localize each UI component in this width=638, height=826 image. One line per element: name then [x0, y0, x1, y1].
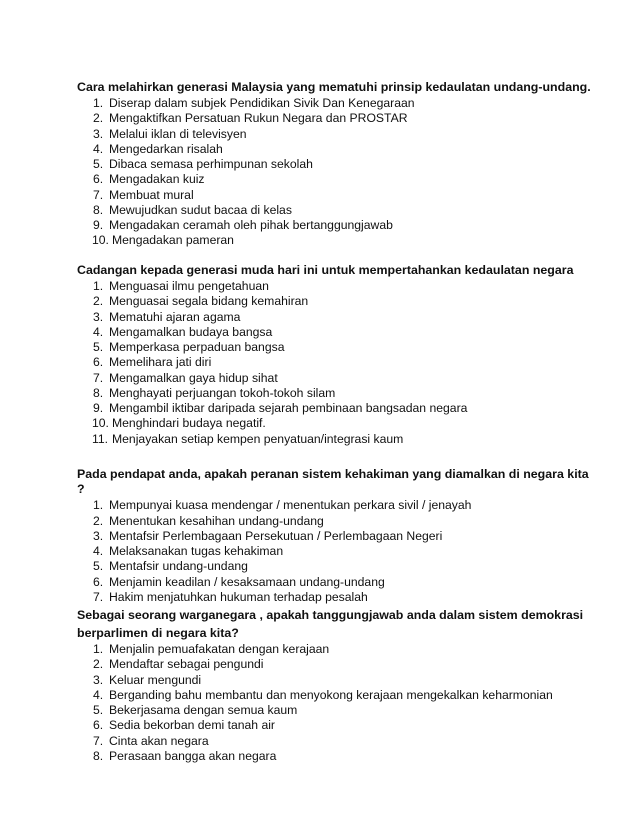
numbered-list — [77, 642, 597, 764]
item-text: Menghindari budaya negatif. — [112, 416, 266, 431]
list-item — [77, 127, 597, 142]
list-item — [77, 310, 597, 325]
item-text: Perasaan bangga akan negara — [109, 748, 277, 763]
item-number: 7. — [93, 370, 104, 385]
list-item — [77, 575, 597, 590]
item-text: Menguasai segala bidang kemahiran — [109, 294, 309, 309]
list-item — [77, 188, 597, 203]
list-item — [77, 172, 597, 187]
section-heading: Cadangan kepada generasi muda hari ini untuk mempertahankan kedaulatan negara — [77, 263, 574, 277]
list-item — [77, 718, 597, 733]
list-item — [77, 294, 597, 309]
item-number: 7. — [93, 733, 104, 748]
item-number: 3. — [93, 528, 104, 543]
item-number: 6. — [93, 355, 104, 370]
item-text: Mematuhi ajaran agama — [109, 309, 241, 324]
list-item — [77, 749, 597, 764]
list-item — [77, 529, 597, 544]
list-item — [77, 96, 597, 111]
list-item — [77, 590, 597, 605]
list-item — [77, 203, 597, 218]
item-number: 1. — [93, 498, 104, 513]
item-text: Mengambil iktibar daripada sejarah pembinaan bangsadan negara — [109, 401, 468, 416]
item-text: Mengadakan ceramah oleh pihak bertanggungjawab — [109, 218, 393, 233]
item-number: 9. — [93, 218, 104, 233]
item-text: Menjamin keadilan / kesaksamaan undang-undang — [109, 574, 385, 589]
list-item — [77, 432, 597, 447]
list-item — [77, 544, 597, 559]
item-number: 5. — [93, 340, 104, 355]
item-text: Menghayati perjuangan tokoh-tokoh silam — [109, 385, 336, 400]
item-number: 4. — [93, 544, 104, 559]
item-text: Mengamalkan gaya hidup sihat — [109, 370, 278, 385]
item-number: 8. — [93, 385, 104, 400]
list-item — [77, 371, 597, 386]
item-text: Memperkasa perpaduan bangsa — [109, 340, 285, 355]
item-text: Mempunyai kuasa mendengar / menentukan perkara sivil / jenayah — [109, 498, 472, 513]
list-item — [77, 642, 597, 657]
list-item — [77, 688, 597, 703]
list-item — [77, 514, 597, 529]
item-text: Memelihara jati diri — [109, 355, 212, 370]
item-text: Mewujudkan sudut bacaa di kelas — [109, 202, 292, 217]
list-item — [77, 142, 597, 157]
item-text: Dibaca semasa perhimpunan sekolah — [109, 157, 313, 172]
item-text: Membuat mural — [109, 187, 194, 202]
item-text: Mengadakan pameran — [112, 233, 234, 248]
item-text: Menentukan kesahihan undang-undang — [109, 513, 324, 528]
section-2 — [77, 263, 597, 447]
item-number: 4. — [93, 141, 104, 156]
list-item — [77, 340, 597, 355]
list-item — [77, 703, 597, 718]
list-item — [77, 559, 597, 574]
item-number: 1. — [93, 642, 104, 656]
item-number: 5. — [93, 157, 104, 172]
item-number: 2. — [93, 111, 104, 126]
item-text: Berganding bahu membantu dan menyokong kerajaan mengekalkan keharmonian — [109, 687, 553, 702]
list-item — [77, 386, 597, 401]
item-number: 8. — [93, 202, 104, 217]
list-item — [77, 355, 597, 370]
item-text: Hakim menjatuhkan hukuman terhadap pesalah — [109, 589, 368, 604]
item-number: 11. — [92, 431, 109, 446]
item-number: 3. — [93, 126, 104, 141]
item-text: Melaksanakan tugas kehakiman — [109, 544, 284, 559]
section-3 — [77, 467, 597, 605]
section-1 — [77, 80, 597, 249]
list-item — [77, 279, 597, 294]
item-number: 7. — [93, 589, 104, 604]
item-number: 10. — [92, 416, 109, 431]
item-number: 4. — [93, 687, 104, 702]
item-text: Menjalin pemuafakatan dengan kerajaan — [109, 642, 330, 656]
item-number: 4. — [93, 324, 104, 339]
item-text: Menguasai ilmu pengetahuan — [109, 279, 269, 294]
item-number: 10. — [92, 233, 109, 248]
list-item — [77, 657, 597, 672]
item-text: Bekerjasama dengan semua kaum — [109, 703, 298, 717]
item-text: Mengedarkan risalah — [109, 141, 223, 156]
item-text: Menjayakan setiap kempen penyatuan/integrasi kaum — [112, 431, 404, 446]
item-number: 6. — [93, 172, 104, 187]
list-item — [77, 734, 597, 749]
item-text: Mendaftar sebagai pengundi — [109, 657, 264, 672]
item-number: 6. — [93, 574, 104, 589]
item-text: Sedia bekorban demi tanah air — [109, 718, 275, 733]
list-item — [77, 416, 597, 431]
numbered-list — [77, 279, 597, 447]
item-text: Mentafsir Perlembagaan Persekutuan / Perlembagaan Negeri — [109, 528, 443, 543]
item-text: Melalui iklan di televisyen — [109, 126, 247, 141]
item-text: Cinta akan negara — [109, 733, 209, 748]
list-item — [77, 325, 597, 340]
section-4 — [77, 606, 597, 764]
section-heading: Sebagai seorang warganegara , apakah tanggungjawab anda dalam sistem demokrasi berparlimen di negara kita? — [77, 608, 584, 640]
item-number: 5. — [93, 559, 104, 574]
numbered-list — [77, 498, 597, 605]
item-text: Mengadakan kuiz — [109, 172, 205, 187]
list-item — [77, 157, 597, 172]
item-number: 8. — [93, 748, 104, 763]
item-number: 2. — [93, 657, 104, 672]
item-number: 1. — [93, 96, 104, 111]
item-text: Keluar mengundi — [109, 672, 202, 687]
item-number: 6. — [93, 718, 104, 733]
numbered-list — [77, 96, 597, 249]
item-number: 3. — [93, 672, 104, 687]
list-item — [77, 498, 597, 513]
list-item — [77, 401, 597, 416]
list-item — [77, 218, 597, 233]
list-item — [77, 673, 597, 688]
section-heading: Cara melahirkan generasi Malaysia yang mematuhi prinsip kedaulatan undang-undang. — [77, 80, 591, 94]
item-text: Mentafsir undang-undang — [109, 559, 248, 574]
item-number: 1. — [93, 279, 104, 294]
item-number: 3. — [93, 309, 104, 324]
list-item — [77, 233, 597, 248]
section-heading: Pada pendapat anda, apakah peranan sistem kehakiman yang diamalkan di negara kita ? — [77, 467, 589, 497]
item-text: Diserap dalam subjek Pendidikan Sivik Dan Kenegaraan — [109, 96, 415, 111]
item-number: 2. — [93, 294, 104, 309]
item-number: 2. — [93, 513, 104, 528]
item-number: 5. — [93, 703, 104, 717]
item-text: Mengaktifkan Persatuan Rukun Negara dan PROSTAR — [109, 111, 408, 126]
item-number: 7. — [93, 187, 104, 202]
list-item — [77, 111, 597, 126]
item-text: Mengamalkan budaya bangsa — [109, 324, 273, 339]
item-number: 9. — [93, 401, 104, 416]
